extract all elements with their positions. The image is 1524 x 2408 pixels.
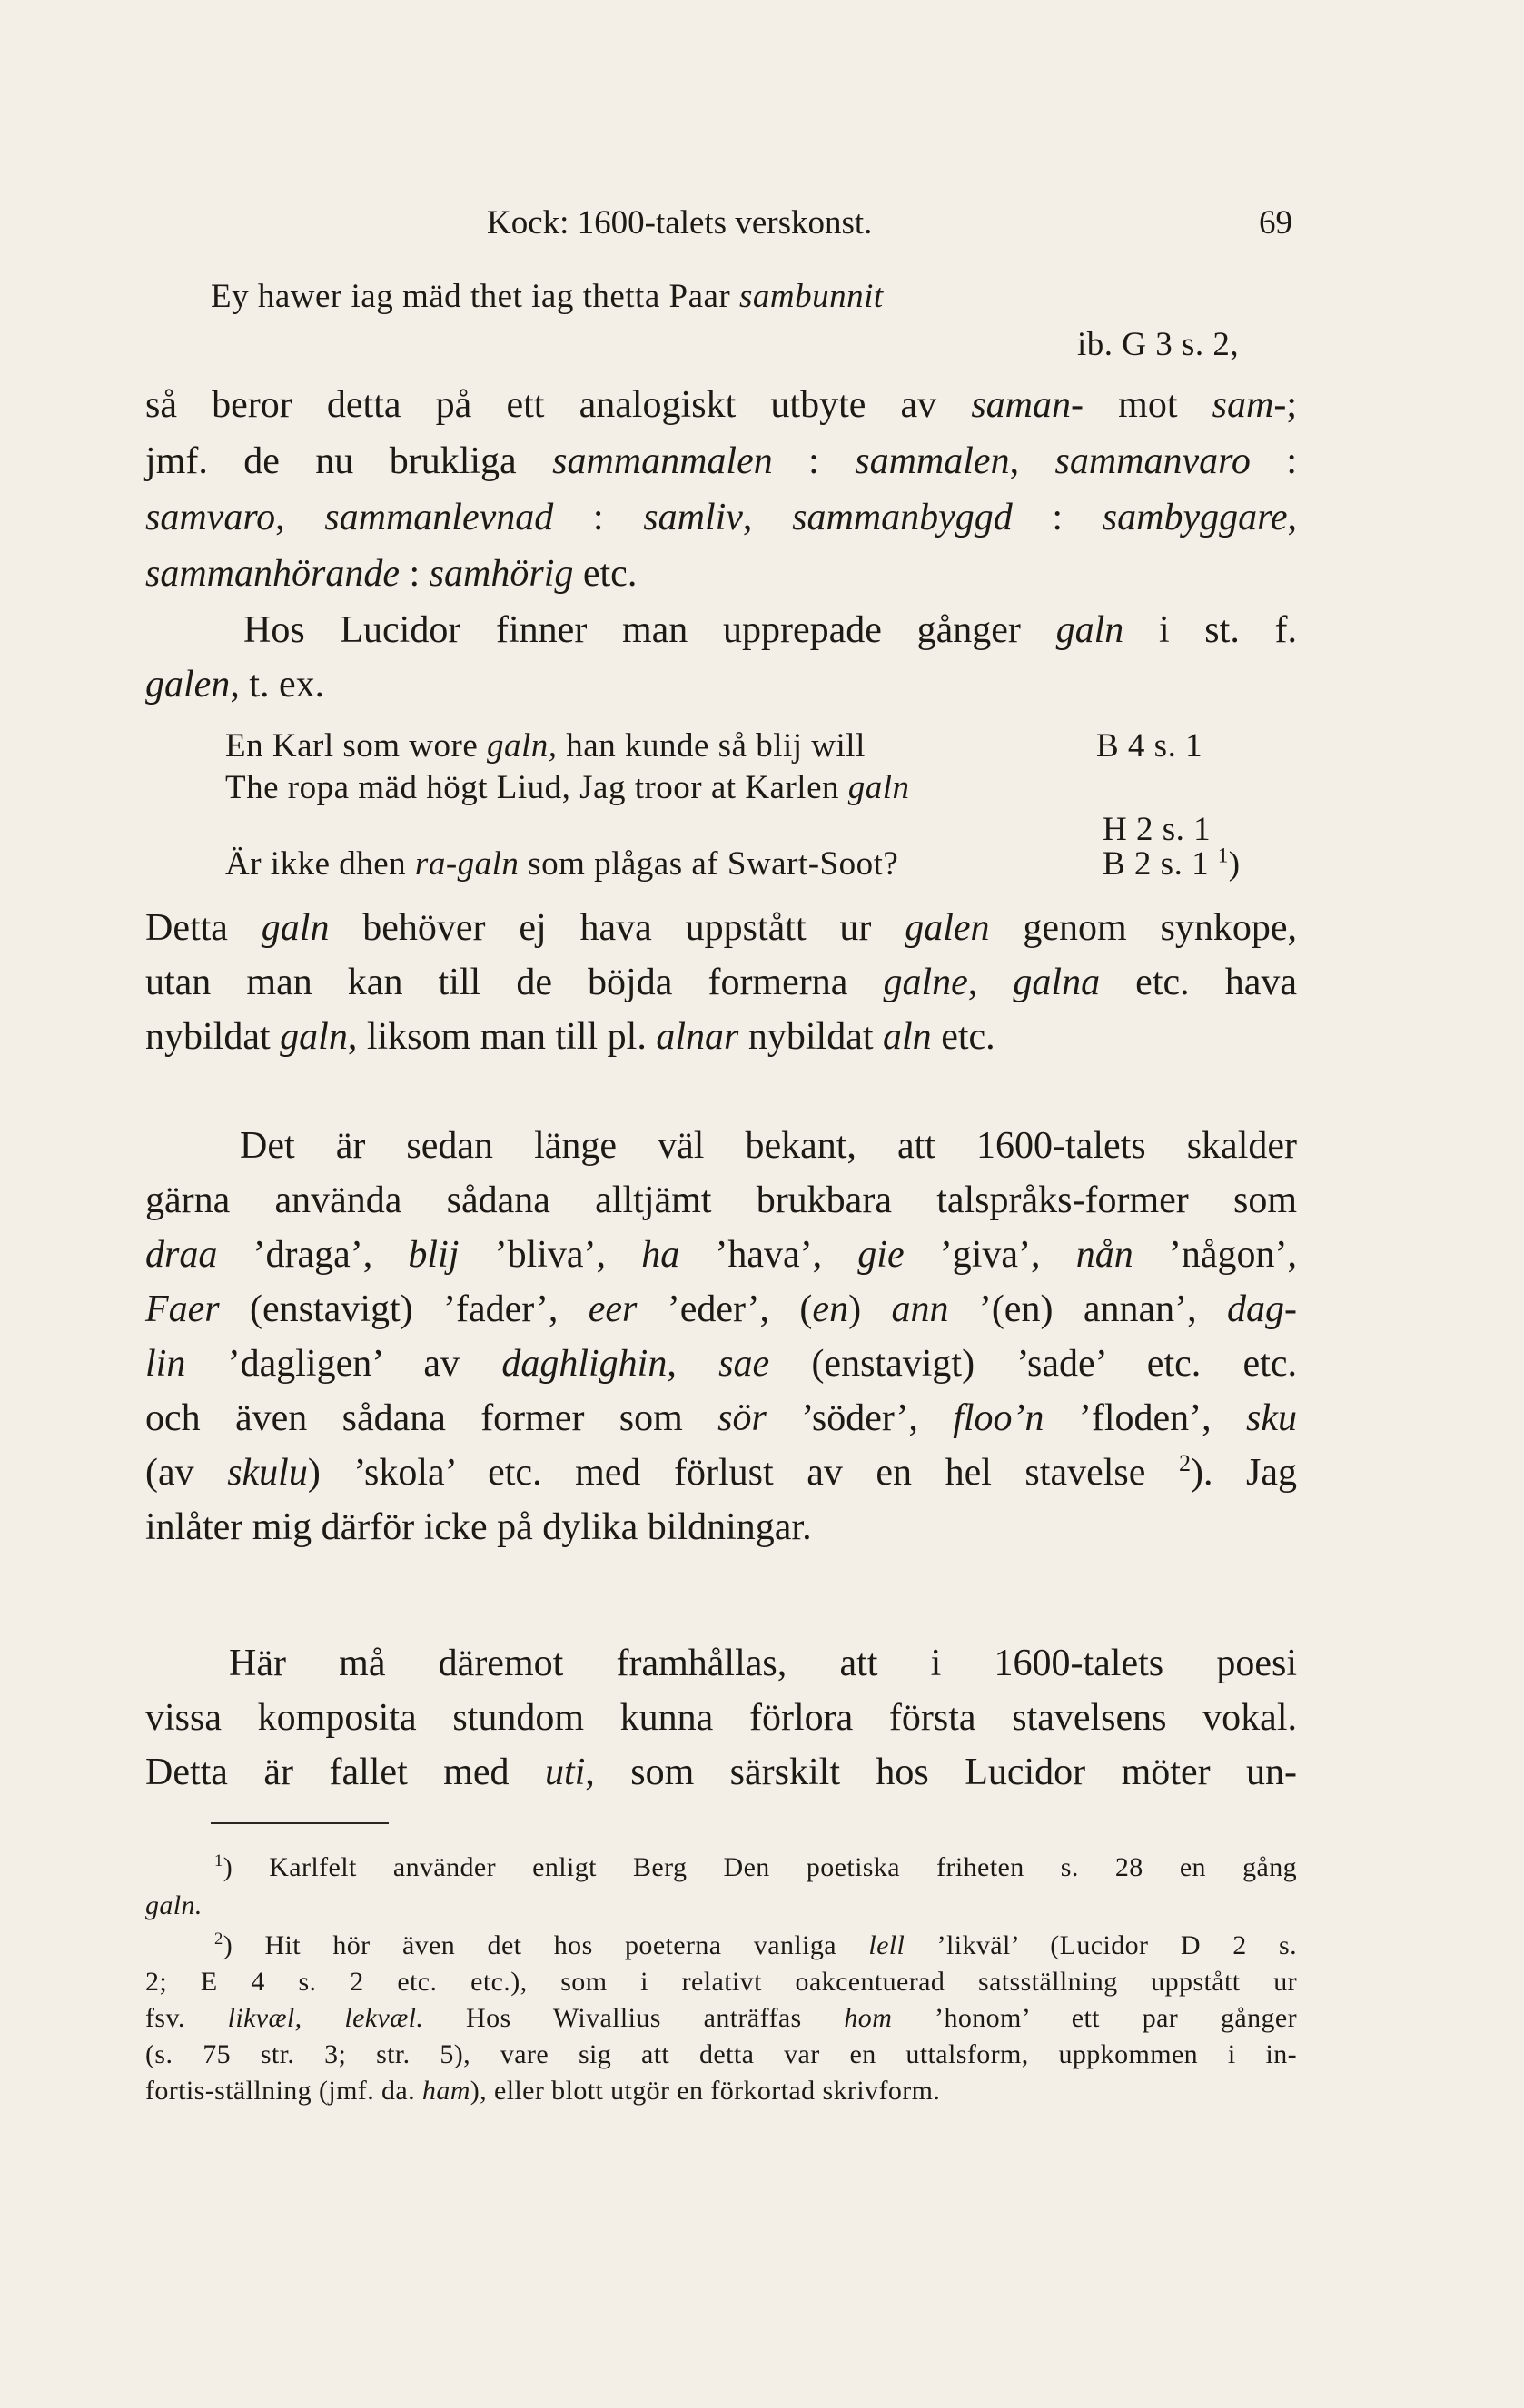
text-line: Det är sedan länge väl bekant, att 1600-talets skalder	[240, 1125, 1297, 1167]
text-line: Detta är fallet med uti, som särskilt hos Lucidor möter un-	[145, 1752, 1298, 1793]
text-line: nybildat galn, liksom man till pl. alnar nybildat aln etc.	[145, 1016, 995, 1058]
text-line: så beror detta på ett analogiskt utbyte av saman- mot sam-;	[145, 384, 1297, 426]
text-line: sammanhörande : samhörig etc.	[145, 553, 638, 595]
footnote-line: $^1$) Karlfelt använder enligt Berg Den poetiska friheten s. 28 en gång	[214, 1851, 1297, 1882]
footnote-line: $^2$) Hit hör även det hos poeterna vanliga lell ’likväl’ (Lucidor D 2 s.	[214, 1929, 1298, 1960]
text-line: samvaro, sammanlevnad : samliv, sammanbyggd : sambyggare,	[145, 497, 1298, 538]
text-line: Faer (enstavigt) ’fader’, eer ’eder’, (en) ann ’(en) annan’, dag-	[145, 1288, 1297, 1330]
verse-quote-ref: H 2 s. 1	[1103, 811, 1212, 848]
text-line: gärna använda sådana alltjämt brukbara talspråks-former som	[145, 1179, 1297, 1221]
text-line: vissa komposita stundom kunna förlora första stavelsens vokal.	[145, 1697, 1297, 1739]
verse-quote-line: En Karl som wore galn, han kunde så blij will	[225, 727, 866, 765]
footnote-line: fsv. likvæl, lekvæl. Hos Wivallius anträffas hom ’honom’ ett par gånger	[145, 2003, 1297, 2033]
footnote-marker: 1	[1217, 844, 1229, 867]
text-line: inlåter mig därför icke på dylika bildningar.	[145, 1506, 812, 1548]
text-line: galen, t. ex.	[145, 664, 325, 706]
footnote-separator	[211, 1822, 389, 1824]
text-line: och även sådana former som sör ’söder’, floo’n ’floden’, sku	[145, 1397, 1297, 1439]
footnote-marker: 2	[1178, 1450, 1191, 1476]
verse-quote-line: Är ikke dhen ra-galn som plågas af Swart-Soot?	[225, 845, 899, 883]
verse-quote-line: Ey hawer iag mäd thet iag thetta Paar sambunnit	[211, 278, 884, 315]
text-line: Hos Lucidor finner man upprepade gånger galn i st. f.	[243, 609, 1298, 651]
text-line: Här må däremot framhållas, att i 1600-talets poesi	[229, 1643, 1297, 1684]
verse-quote-ref: ib. G 3 s. 2,	[1077, 326, 1240, 363]
text-line: draa ’draga’, blij ’bliva’, ha ’hava’, gie ’giva’, nån ’någon’,	[145, 1234, 1297, 1276]
text-line: lin ’dagligen’ av daghlighin, sae (enstavigt) ’sade’ etc. etc.	[145, 1343, 1297, 1385]
verse-quote-ref: B 2 s. 1 $^1$)	[1103, 844, 1241, 883]
text-line: Detta galn behöver ej hava uppstått ur galen genom synkope,	[145, 907, 1298, 949]
page-number: 69	[1259, 204, 1292, 242]
text-line: utan man kan till de böjda formerna galne, galna etc. hava	[145, 962, 1298, 1003]
running-header: Kock: 1600-talets verskonst.	[487, 204, 873, 242]
verse-quote-line: The ropa mäd högt Liud, Jag troor at Karlen galn	[225, 769, 910, 806]
footnote-line: (s. 75 str. 3; str. 5), vare sig att detta var en uttalsform, uppkommen i in-	[145, 2039, 1297, 2069]
text-line: (av skulu) ’skola’ etc. med förlust av en hel stavelse $^2$). Jag	[145, 1450, 1297, 1494]
footnote-line: galn.	[145, 1890, 203, 1920]
verse-quote-ref: B 4 s. 1	[1096, 727, 1203, 765]
footnote-line: 2; E 4 s. 2 etc. etc.), som i relativt oakcentuerad satsställning uppstått ur	[145, 1967, 1297, 1997]
text-line: jmf. de nu brukliga sammanmalen : sammalen, sammanvaro :	[145, 440, 1298, 482]
footnote-line: fortis-ställning (jmf. da. ham), eller blott utgör en förkortad skrivform.	[145, 2076, 941, 2106]
